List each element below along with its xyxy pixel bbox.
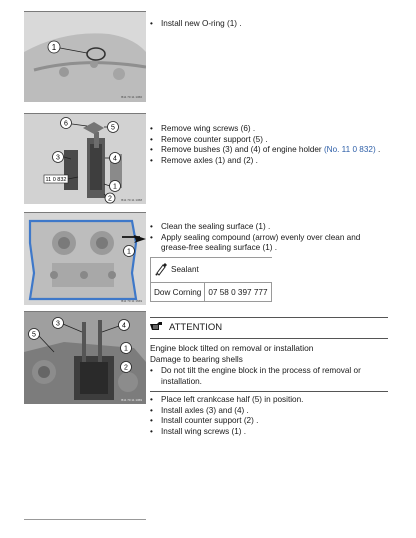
callout-label: 1 (113, 183, 117, 191)
callout-label: 1 (124, 345, 128, 353)
warning-hand-icon (150, 321, 163, 334)
callout-label: 4 (122, 322, 126, 330)
list-item: • Remove counter support (5) . (150, 135, 406, 146)
callout-label: 1 (127, 248, 131, 256)
attention-box (150, 321, 388, 392)
list-item: • Install wing screws (1) . (150, 427, 390, 438)
attention-top-rule (150, 317, 388, 318)
sealant-header-cell (151, 258, 272, 283)
figure-code: B11 70 11 1368 (121, 198, 142, 202)
figure-engine-holder (24, 114, 146, 204)
list-item: • Install new O-ring (1) . (150, 19, 400, 30)
callout-label: 2 (108, 195, 112, 203)
figure-crankcase (24, 312, 146, 404)
figure-code: B11 70 11 1366 (121, 95, 142, 99)
list-item: • Remove axles (1) and (2) . (150, 156, 406, 167)
attention-heading: Engine block tilted on removal or installation (150, 343, 314, 353)
dropper-icon (154, 262, 168, 278)
step4-instructions (150, 395, 390, 437)
attention-bottom-rule (150, 391, 388, 392)
attention-list (150, 366, 378, 387)
callout-label: 4 (113, 155, 117, 163)
step1-instructions (150, 19, 400, 30)
list-item: • Clean the sealing surface (1) . (150, 222, 390, 233)
callout-label: 1 (51, 43, 57, 52)
callout-label: 3 (56, 154, 60, 162)
step2-instructions (150, 124, 406, 166)
figure-code: B11 70 11 1669 (121, 299, 142, 303)
sealant-part-number: 07 58 0 397 777 (205, 283, 271, 302)
attention-title-rule (150, 338, 388, 339)
figure-sealing-surface (24, 213, 146, 305)
figure-code: B11 70 11 1369 (121, 398, 142, 402)
sealant-name: Dow Corning (151, 283, 205, 302)
list-item: • Install counter support (2) . (150, 416, 390, 427)
attention-title: ATTENTION (169, 322, 223, 333)
tool-label: 11 0 832 (45, 177, 67, 183)
figure-oring (24, 12, 146, 102)
sealant-table (150, 257, 272, 302)
list-item: • Do not tilt the engine block in the process of removal or installation. (150, 366, 378, 387)
list-item: • Remove wing screws (6) . (150, 124, 406, 135)
list-item: • Place left crankcase half (5) in position. (150, 395, 390, 406)
list-item: • Install axles (3) and (4) . (150, 406, 390, 417)
callout-label: 3 (56, 320, 60, 328)
list-item: • Remove bushes (3) and (4) of engine holder (No. 11 0 832) . (150, 145, 406, 156)
callout-label: 5 (111, 124, 115, 132)
list-item: • Apply sealing compound (arrow) evenly over clean and grease-free sealing surface (1) . (150, 233, 390, 254)
sealant-header: Sealant (171, 265, 199, 275)
callout-label: 2 (124, 364, 128, 372)
step3-instructions (150, 222, 390, 254)
tool-link[interactable]: (No. 11 0 832) (323, 145, 376, 155)
attention-subheading: Damage to bearing shells (150, 354, 243, 364)
footer-rule (24, 519, 146, 520)
callout-label: 6 (64, 120, 68, 128)
callout-label: 5 (32, 331, 36, 339)
